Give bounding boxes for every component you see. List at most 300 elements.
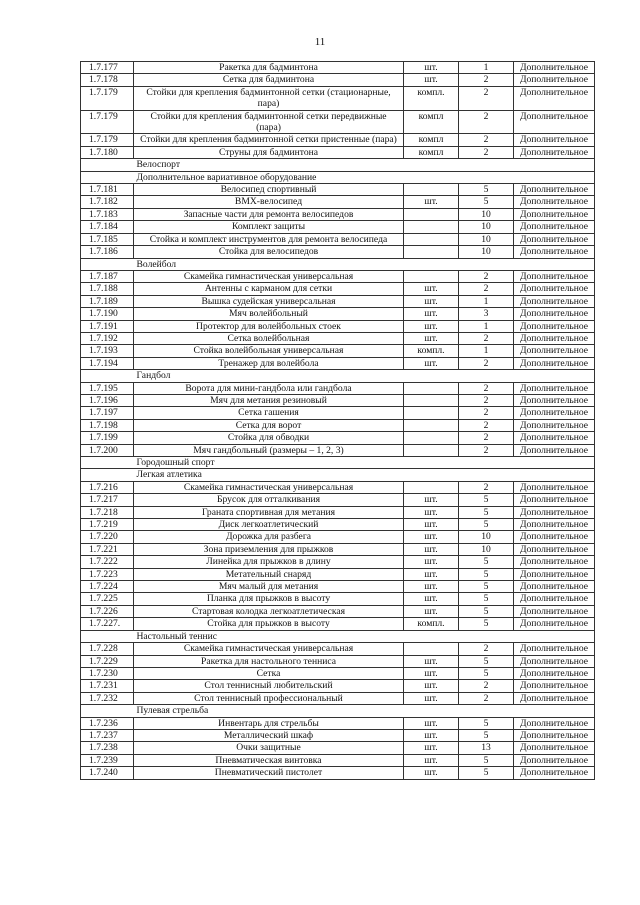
name-cell: Метательный снаряд	[134, 568, 404, 580]
type-cell: Дополнительное	[514, 432, 595, 444]
section-title: Настольный теннис	[134, 630, 404, 642]
table-row	[81, 742, 595, 754]
unit-cell: компл.	[404, 345, 459, 357]
code-cell: 1.7.216	[81, 481, 134, 493]
unit-cell: компл	[404, 134, 459, 146]
table-row	[81, 581, 595, 593]
code-cell: 1.7.191	[81, 320, 134, 332]
name-cell: Брусок для отталкивания	[134, 494, 404, 506]
qty-cell: 5	[459, 519, 514, 531]
type-cell: Дополнительное	[514, 655, 595, 667]
code-cell: 1.7.232	[81, 692, 134, 704]
code-cell: 1.7.220	[81, 531, 134, 543]
table-row	[81, 308, 595, 320]
section-row	[81, 171, 595, 183]
name-cell: Пневматический пистолет	[134, 767, 404, 779]
qty-cell: 2	[459, 643, 514, 655]
unit-cell	[404, 394, 459, 406]
type-cell: Дополнительное	[514, 556, 595, 568]
section-empty-cell	[404, 457, 459, 469]
section-title: Гандбол	[134, 370, 404, 382]
code-cell: 1.7.195	[81, 382, 134, 394]
name-cell: Зона приземления для прыжков	[134, 543, 404, 555]
code-cell: 1.7.188	[81, 283, 134, 295]
section-empty-cell	[459, 457, 514, 469]
qty-cell: 2	[459, 86, 514, 110]
type-cell: Дополнительное	[514, 742, 595, 754]
name-cell: Ворота для мини-гандбола или гандбола	[134, 382, 404, 394]
section-empty-cell	[404, 630, 459, 642]
table-row	[81, 692, 595, 704]
unit-cell	[404, 184, 459, 196]
section-empty-cell	[459, 171, 514, 183]
table-row	[81, 407, 595, 419]
qty-cell: 2	[459, 394, 514, 406]
unit-cell	[404, 432, 459, 444]
qty-cell: 10	[459, 221, 514, 233]
code-cell: 1.7.187	[81, 270, 134, 282]
table-row	[81, 62, 595, 74]
table-row	[81, 382, 595, 394]
unit-cell: шт.	[404, 655, 459, 667]
type-cell: Дополнительное	[514, 394, 595, 406]
name-cell: Стол теннисный любительский	[134, 680, 404, 692]
code-cell: 1.7.224	[81, 581, 134, 593]
type-cell: Дополнительное	[514, 581, 595, 593]
code-cell: 1.7.230	[81, 667, 134, 679]
code-cell: 1.7.179	[81, 86, 134, 110]
name-cell: Вышка судейская универсальная	[134, 295, 404, 307]
type-cell: Дополнительное	[514, 332, 595, 344]
name-cell: Стойки для крепления бадминтонной сетки (стационарные, пара)	[134, 86, 404, 110]
unit-cell: шт.	[404, 295, 459, 307]
section-empty-cell	[514, 171, 595, 183]
section-empty-cell	[81, 171, 134, 183]
code-cell: 1.7.183	[81, 208, 134, 220]
section-empty-cell	[81, 457, 134, 469]
type-cell: Дополнительное	[514, 221, 595, 233]
section-empty-cell	[459, 630, 514, 642]
code-cell: 1.7.189	[81, 295, 134, 307]
code-cell: 1.7.225	[81, 593, 134, 605]
code-cell: 1.7.227.	[81, 618, 134, 630]
code-cell: 1.7.185	[81, 233, 134, 245]
name-cell: BMX-велосипед	[134, 196, 404, 208]
section-row	[81, 159, 595, 171]
section-empty-cell	[404, 370, 459, 382]
table-row	[81, 729, 595, 741]
qty-cell: 5	[459, 754, 514, 766]
qty-cell: 10	[459, 208, 514, 220]
unit-cell: шт.	[404, 506, 459, 518]
name-cell: Скамейка гимнастическая универсальная	[134, 481, 404, 493]
name-cell: Скамейка гимнастическая универсальная	[134, 270, 404, 282]
section-empty-cell	[81, 630, 134, 642]
type-cell: Дополнительное	[514, 62, 595, 74]
section-empty-cell	[81, 258, 134, 270]
name-cell: Стартовая колодка легкоатлетическая	[134, 605, 404, 617]
table-row	[81, 432, 595, 444]
type-cell: Дополнительное	[514, 184, 595, 196]
table-row	[81, 643, 595, 655]
name-cell: Запасные части для ремонта велосипедов	[134, 208, 404, 220]
unit-cell	[404, 221, 459, 233]
unit-cell: компл	[404, 146, 459, 158]
qty-cell: 1	[459, 62, 514, 74]
table-row	[81, 494, 595, 506]
type-cell: Дополнительное	[514, 357, 595, 369]
code-cell: 1.7.221	[81, 543, 134, 555]
qty-cell: 5	[459, 655, 514, 667]
section-title: Легкая атлетика	[134, 469, 404, 481]
code-cell: 1.7.179	[81, 110, 134, 134]
qty-cell: 10	[459, 246, 514, 258]
qty-cell: 5	[459, 506, 514, 518]
type-cell: Дополнительное	[514, 382, 595, 394]
type-cell: Дополнительное	[514, 543, 595, 555]
section-empty-cell	[514, 469, 595, 481]
table-row	[81, 556, 595, 568]
type-cell: Дополнительное	[514, 667, 595, 679]
section-empty-cell	[514, 370, 595, 382]
code-cell: 1.7.178	[81, 74, 134, 86]
section-empty-cell	[404, 258, 459, 270]
table-row	[81, 419, 595, 431]
type-cell: Дополнительное	[514, 506, 595, 518]
qty-cell: 2	[459, 407, 514, 419]
type-cell: Дополнительное	[514, 86, 595, 110]
type-cell: Дополнительное	[514, 680, 595, 692]
type-cell: Дополнительное	[514, 407, 595, 419]
unit-cell: шт.	[404, 729, 459, 741]
table-row	[81, 110, 595, 134]
unit-cell	[404, 419, 459, 431]
unit-cell	[404, 444, 459, 456]
unit-cell	[404, 407, 459, 419]
unit-cell	[404, 208, 459, 220]
name-cell: Скамейка гимнастическая универсальная	[134, 643, 404, 655]
type-cell: Дополнительное	[514, 593, 595, 605]
type-cell: Дополнительное	[514, 320, 595, 332]
section-empty-cell	[459, 159, 514, 171]
qty-cell: 2	[459, 270, 514, 282]
section-title: Городошный спорт	[134, 457, 404, 469]
name-cell: Комплект защиты	[134, 221, 404, 233]
type-cell: Дополнительное	[514, 419, 595, 431]
type-cell: Дополнительное	[514, 308, 595, 320]
section-empty-cell	[459, 705, 514, 717]
unit-cell: шт.	[404, 717, 459, 729]
section-empty-cell	[404, 171, 459, 183]
qty-cell: 2	[459, 283, 514, 295]
name-cell: Протектор для волейбольных стоек	[134, 320, 404, 332]
name-cell: Мяч для метания резиновый	[134, 394, 404, 406]
unit-cell	[404, 643, 459, 655]
name-cell: Линейка для прыжков в длину	[134, 556, 404, 568]
unit-cell: шт.	[404, 531, 459, 543]
code-cell: 1.7.222	[81, 556, 134, 568]
name-cell: Сетка гашения	[134, 407, 404, 419]
name-cell: Металлический шкаф	[134, 729, 404, 741]
table-row	[81, 655, 595, 667]
section-empty-cell	[81, 159, 134, 171]
unit-cell: шт.	[404, 581, 459, 593]
section-title: Пулевая стрельба	[134, 705, 404, 717]
qty-cell: 2	[459, 444, 514, 456]
table-row	[81, 754, 595, 766]
code-cell: 1.7.197	[81, 407, 134, 419]
table-row	[81, 320, 595, 332]
section-empty-cell	[514, 705, 595, 717]
type-cell: Дополнительное	[514, 270, 595, 282]
qty-cell: 1	[459, 320, 514, 332]
table-row	[81, 618, 595, 630]
section-row	[81, 469, 595, 481]
table-row	[81, 196, 595, 208]
qty-cell: 5	[459, 618, 514, 630]
code-cell: 1.7.199	[81, 432, 134, 444]
qty-cell: 10	[459, 531, 514, 543]
code-cell: 1.7.240	[81, 767, 134, 779]
qty-cell: 2	[459, 110, 514, 134]
code-cell: 1.7.228	[81, 643, 134, 655]
section-title: Дополнительное вариативное оборудование	[134, 171, 404, 183]
name-cell: Струны для бадминтона	[134, 146, 404, 158]
name-cell: Мяч гандбольный (размеры – 1, 2, 3)	[134, 444, 404, 456]
qty-cell: 3	[459, 308, 514, 320]
section-empty-cell	[514, 457, 595, 469]
code-cell: 1.7.218	[81, 506, 134, 518]
type-cell: Дополнительное	[514, 110, 595, 134]
unit-cell: шт.	[404, 332, 459, 344]
table-row	[81, 680, 595, 692]
code-cell: 1.7.192	[81, 332, 134, 344]
name-cell: Стойки для крепления бадминтонной сетки пристенные (пара)	[134, 134, 404, 146]
name-cell: Стойка волейбольная универсальная	[134, 345, 404, 357]
table-row	[81, 208, 595, 220]
qty-cell: 2	[459, 419, 514, 431]
table-row	[81, 767, 595, 779]
qty-cell: 5	[459, 717, 514, 729]
table-row	[81, 543, 595, 555]
unit-cell	[404, 481, 459, 493]
qty-cell: 5	[459, 494, 514, 506]
type-cell: Дополнительное	[514, 208, 595, 220]
type-cell: Дополнительное	[514, 729, 595, 741]
type-cell: Дополнительное	[514, 134, 595, 146]
section-empty-cell	[81, 705, 134, 717]
name-cell: Сетка для бадминтона	[134, 74, 404, 86]
qty-cell: 2	[459, 432, 514, 444]
qty-cell: 5	[459, 593, 514, 605]
qty-cell: 2	[459, 74, 514, 86]
section-empty-cell	[514, 258, 595, 270]
table-row	[81, 233, 595, 245]
name-cell: Стойка для обводки	[134, 432, 404, 444]
type-cell: Дополнительное	[514, 146, 595, 158]
qty-cell: 1	[459, 295, 514, 307]
unit-cell: шт.	[404, 62, 459, 74]
qty-cell: 2	[459, 382, 514, 394]
table-row	[81, 74, 595, 86]
qty-cell: 10	[459, 543, 514, 555]
section-title: Волейбол	[134, 258, 404, 270]
unit-cell: шт.	[404, 667, 459, 679]
code-cell: 1.7.229	[81, 655, 134, 667]
name-cell: Планка для прыжков в высоту	[134, 593, 404, 605]
code-cell: 1.7.196	[81, 394, 134, 406]
table-row	[81, 394, 595, 406]
qty-cell: 5	[459, 196, 514, 208]
table-row	[81, 531, 595, 543]
qty-cell: 2	[459, 146, 514, 158]
table-row	[81, 717, 595, 729]
code-cell: 1.7.179	[81, 134, 134, 146]
name-cell: Стойка и комплект инструментов для ремонта велосипеда	[134, 233, 404, 245]
unit-cell: шт.	[404, 74, 459, 86]
table-row	[81, 444, 595, 456]
name-cell: Сетка волейбольная	[134, 332, 404, 344]
type-cell: Дополнительное	[514, 74, 595, 86]
table-row	[81, 86, 595, 110]
qty-cell: 2	[459, 332, 514, 344]
qty-cell: 2	[459, 692, 514, 704]
table-row	[81, 221, 595, 233]
table-row	[81, 270, 595, 282]
type-cell: Дополнительное	[514, 494, 595, 506]
name-cell: Ракетка для настольного тенниса	[134, 655, 404, 667]
code-cell: 1.7.194	[81, 357, 134, 369]
type-cell: Дополнительное	[514, 643, 595, 655]
code-cell: 1.7.180	[81, 146, 134, 158]
qty-cell: 2	[459, 134, 514, 146]
code-cell: 1.7.219	[81, 519, 134, 531]
section-row	[81, 457, 595, 469]
name-cell: Стойки для крепления бадминтонной сетки передвижные (пара)	[134, 110, 404, 134]
section-empty-cell	[81, 469, 134, 481]
type-cell: Дополнительное	[514, 519, 595, 531]
table-row	[81, 345, 595, 357]
name-cell: Дорожка для разбега	[134, 531, 404, 543]
unit-cell: шт.	[404, 767, 459, 779]
unit-cell: шт.	[404, 593, 459, 605]
qty-cell: 5	[459, 767, 514, 779]
name-cell: Очки защитные	[134, 742, 404, 754]
page-number: 11	[314, 36, 326, 48]
table-row	[81, 246, 595, 258]
unit-cell: шт.	[404, 742, 459, 754]
section-empty-cell	[404, 469, 459, 481]
unit-cell: шт.	[404, 754, 459, 766]
qty-cell: 2	[459, 680, 514, 692]
section-row	[81, 630, 595, 642]
unit-cell: компл	[404, 110, 459, 134]
type-cell: Дополнительное	[514, 444, 595, 456]
table-row	[81, 283, 595, 295]
type-cell: Дополнительное	[514, 605, 595, 617]
section-empty-cell	[459, 469, 514, 481]
table-row	[81, 134, 595, 146]
unit-cell: компл.	[404, 618, 459, 630]
unit-cell: компл.	[404, 86, 459, 110]
code-cell: 1.7.177	[81, 62, 134, 74]
table-row	[81, 332, 595, 344]
unit-cell: шт.	[404, 196, 459, 208]
unit-cell	[404, 233, 459, 245]
table-row	[81, 506, 595, 518]
table-row	[81, 667, 595, 679]
unit-cell: шт.	[404, 556, 459, 568]
section-empty-cell	[81, 370, 134, 382]
name-cell: Ракетка для бадминтона	[134, 62, 404, 74]
code-cell: 1.7.231	[81, 680, 134, 692]
table-row	[81, 184, 595, 196]
table-row	[81, 519, 595, 531]
name-cell: Инвентарь для стрельбы	[134, 717, 404, 729]
section-empty-cell	[459, 370, 514, 382]
type-cell: Дополнительное	[514, 345, 595, 357]
qty-cell: 5	[459, 605, 514, 617]
name-cell: Антенны с карманом для сетки	[134, 283, 404, 295]
unit-cell: шт.	[404, 680, 459, 692]
name-cell: Пневматическая винтовка	[134, 754, 404, 766]
name-cell: Сетка	[134, 667, 404, 679]
type-cell: Дополнительное	[514, 283, 595, 295]
code-cell: 1.7.237	[81, 729, 134, 741]
unit-cell: шт.	[404, 357, 459, 369]
code-cell: 1.7.223	[81, 568, 134, 580]
section-empty-cell	[459, 258, 514, 270]
table-row	[81, 593, 595, 605]
qty-cell: 5	[459, 184, 514, 196]
table-row	[81, 481, 595, 493]
code-cell: 1.7.226	[81, 605, 134, 617]
type-cell: Дополнительное	[514, 692, 595, 704]
type-cell: Дополнительное	[514, 295, 595, 307]
table-row	[81, 568, 595, 580]
name-cell: Диск легкоатлетический	[134, 519, 404, 531]
section-empty-cell	[514, 630, 595, 642]
qty-cell: 5	[459, 729, 514, 741]
type-cell: Дополнительное	[514, 481, 595, 493]
section-title: Велоспорт	[134, 159, 404, 171]
type-cell: Дополнительное	[514, 246, 595, 258]
unit-cell: шт.	[404, 519, 459, 531]
type-cell: Дополнительное	[514, 618, 595, 630]
qty-cell: 1	[459, 345, 514, 357]
unit-cell: шт.	[404, 692, 459, 704]
section-row	[81, 705, 595, 717]
code-cell: 1.7.186	[81, 246, 134, 258]
unit-cell: шт.	[404, 320, 459, 332]
code-cell: 1.7.198	[81, 419, 134, 431]
table-row	[81, 357, 595, 369]
section-empty-cell	[514, 159, 595, 171]
unit-cell: шт.	[404, 605, 459, 617]
name-cell: Стойка для велосипедов	[134, 246, 404, 258]
code-cell: 1.7.200	[81, 444, 134, 456]
code-cell: 1.7.190	[81, 308, 134, 320]
code-cell: 1.7.182	[81, 196, 134, 208]
qty-cell: 2	[459, 357, 514, 369]
unit-cell: шт.	[404, 494, 459, 506]
table-row	[81, 295, 595, 307]
name-cell: Тренажер для волейбола	[134, 357, 404, 369]
name-cell: Стойка для прыжков в высоту	[134, 618, 404, 630]
qty-cell: 5	[459, 556, 514, 568]
qty-cell: 5	[459, 581, 514, 593]
code-cell: 1.7.236	[81, 717, 134, 729]
